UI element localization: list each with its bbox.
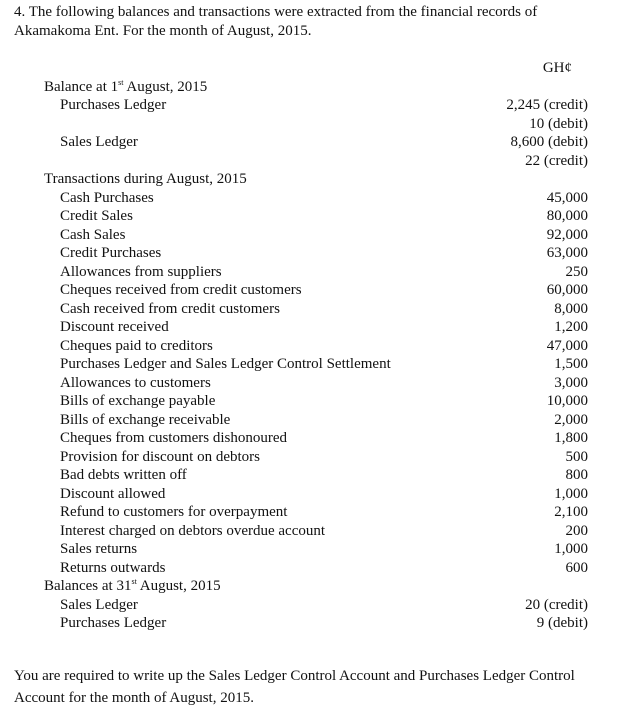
transaction-row — [0, 559, 624, 578]
closing-purchases-ledger-row — [0, 614, 624, 633]
row-amount: 10 (debit) — [529, 115, 588, 132]
transaction-amount: 1,000 — [554, 541, 588, 557]
transaction-amount: 800 — [565, 467, 588, 483]
transaction-row — [0, 226, 624, 245]
transaction-row — [0, 540, 624, 559]
transaction-label: Cheques paid to creditors — [60, 337, 213, 354]
question-intro: 4. The following balances and transactions were extracted from the financial records of Akamakoma Ent. For the month of August, 2015. — [14, 4, 538, 39]
transaction-row — [0, 281, 624, 300]
transactions-heading: Transactions during August, 2015 — [44, 171, 247, 187]
transaction-amount: 92,000 — [546, 226, 588, 243]
transaction-amount: 200 — [565, 522, 588, 539]
transaction-label: Cheques received from credit customers — [60, 282, 302, 298]
transaction-row — [0, 485, 624, 504]
transaction-amount: 8,000 — [554, 300, 588, 317]
transaction-amount: 2,100 — [554, 504, 588, 520]
transaction-row — [0, 466, 624, 485]
closing-heading — [44, 577, 221, 596]
transaction-amount: 2,000 — [554, 411, 588, 428]
opening-purchases-ledger-row — [0, 96, 624, 115]
transaction-row — [0, 522, 624, 541]
transaction-row — [0, 337, 624, 356]
row-amount: 2,245 (credit) — [506, 97, 588, 113]
transaction-amount: 1,800 — [554, 430, 588, 446]
row-label: Purchases Ledger — [60, 615, 167, 631]
transaction-row — [0, 355, 624, 374]
row-amount: 22 (credit) — [525, 152, 588, 169]
transaction-label: Bills of exchange receivable — [60, 411, 231, 428]
transaction-amount: 80,000 — [546, 208, 588, 224]
transaction-amount: 3,000 — [554, 374, 588, 391]
closing-sales-ledger-row — [0, 596, 624, 615]
currency-header: GH¢ — [542, 60, 572, 76]
row-label: Sales Ledger — [60, 596, 138, 613]
transaction-row — [0, 374, 624, 393]
transaction-label: Allowances from suppliers — [60, 263, 222, 280]
closing-heading-date: August, 2015 — [136, 578, 221, 594]
transaction-row — [0, 392, 624, 411]
transaction-row — [0, 503, 624, 522]
transaction-label: Bills of exchange payable — [60, 393, 216, 409]
transaction-amount: 500 — [565, 448, 588, 465]
transaction-label: Provision for discount on debtors — [60, 448, 260, 465]
transaction-amount: 1,000 — [554, 485, 588, 502]
transaction-label: Discount allowed — [60, 485, 166, 502]
transaction-row — [0, 189, 624, 208]
transaction-label: Cash Purchases — [60, 189, 154, 206]
transaction-amount: 1,200 — [554, 319, 588, 335]
closing-heading-row — [0, 577, 624, 596]
currency-header-row — [0, 59, 624, 78]
transaction-label: Sales returns — [60, 541, 138, 557]
transaction-label: Bad debts written off — [60, 467, 187, 483]
transaction-row — [0, 448, 624, 467]
transaction-row — [0, 429, 624, 448]
opening-heading-row — [0, 78, 624, 97]
transaction-label: Allowances to customers — [60, 374, 211, 391]
transaction-label: Discount received — [60, 319, 169, 335]
transaction-amount: 63,000 — [546, 245, 588, 261]
transaction-amount: 250 — [565, 263, 588, 280]
row-amount: 20 (credit) — [525, 596, 588, 613]
closing-heading-text: Balances at 31 — [44, 578, 132, 594]
transaction-amount: 1,500 — [554, 356, 588, 372]
opening-heading-sup: st — [118, 77, 124, 87]
transactions-list — [0, 189, 624, 578]
balances-table — [0, 59, 624, 633]
transaction-label: Interest charged on debtors overdue account — [60, 522, 326, 539]
opening-heading — [44, 78, 207, 97]
transaction-label: Credit Sales — [60, 208, 133, 224]
transaction-amount: 60,000 — [546, 282, 588, 298]
transaction-row — [0, 244, 624, 263]
opening-purchases-ledger-debit-row — [0, 115, 624, 134]
transaction-label: Returns outwards — [60, 559, 166, 576]
transaction-amount: 10,000 — [546, 393, 588, 409]
row-amount: 9 (debit) — [536, 615, 588, 631]
transaction-amount: 600 — [565, 559, 588, 576]
transaction-row — [0, 411, 624, 430]
opening-heading-date: August, 2015 — [123, 78, 208, 95]
transaction-label: Refund to customers for overpayment — [60, 504, 288, 520]
opening-sales-ledger-credit-row — [0, 152, 624, 171]
transaction-label: Cheques from customers dishonoured — [60, 430, 288, 446]
opening-sales-ledger-row — [0, 133, 624, 152]
transaction-row — [0, 263, 624, 282]
transaction-label: Cash Sales — [60, 226, 126, 243]
transactions-heading-row — [0, 170, 624, 189]
transaction-amount: 47,000 — [546, 337, 588, 354]
row-amount: 8,600 (debit) — [510, 134, 588, 150]
transaction-label: Credit Purchases — [60, 245, 162, 261]
transaction-row — [0, 300, 624, 319]
transaction-label: Purchases Ledger and Sales Ledger Control Settlement — [60, 356, 391, 372]
transaction-row — [0, 318, 624, 337]
row-label: Sales Ledger — [60, 134, 138, 150]
opening-heading-text: Balance at 1 — [44, 78, 119, 95]
row-label: Purchases Ledger — [60, 97, 167, 113]
requirement-text: You are required to write up the Sales Ledger Control Account and Purchases Ledger Control Account for the month of August, 2015. — [14, 668, 575, 706]
transaction-row — [0, 207, 624, 226]
closing-heading-sup: st — [131, 577, 137, 586]
transaction-amount: 45,000 — [546, 189, 588, 206]
transaction-label: Cash received from credit customers — [60, 300, 280, 317]
